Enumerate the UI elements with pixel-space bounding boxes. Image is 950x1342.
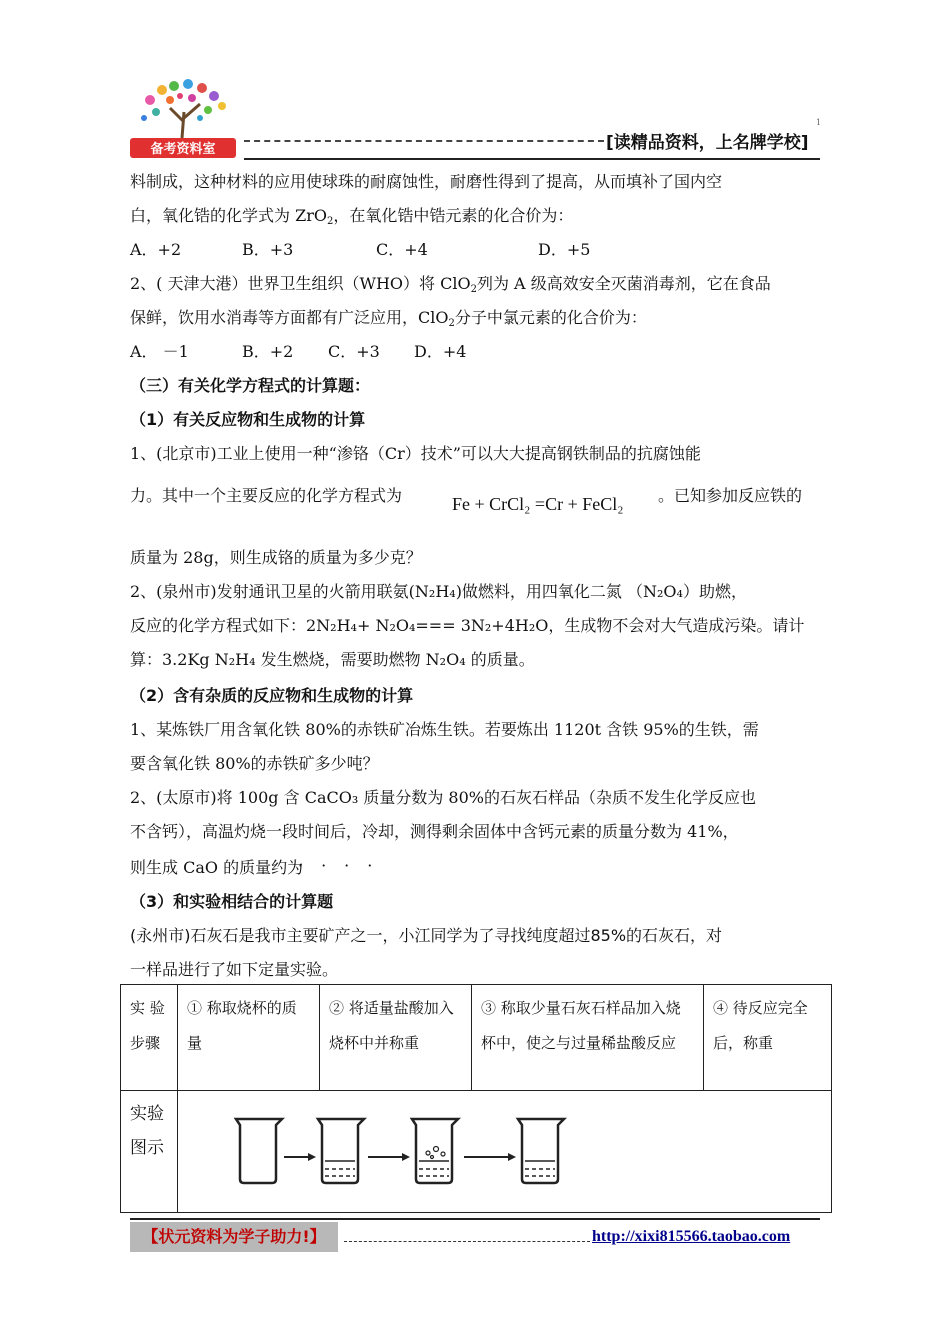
paragraph-line: 白，氧化锆的化学式为 ZrO$_2$，在氧化锆中锆元素的化合价为： bbox=[130, 206, 574, 227]
paragraph-line: 质量为 28g，则生成铬的质量为多少克？ bbox=[130, 548, 422, 567]
beaker-acid-icon bbox=[318, 1119, 364, 1183]
option-a: A．+2 bbox=[130, 240, 182, 259]
paragraph-line: 不含钙），高温灼烧一段时间后，冷却，测得剩余固体中含钙元素的质量分数为 41%， bbox=[130, 822, 739, 841]
table-cell: 实验图示 bbox=[121, 1091, 178, 1213]
beaker-final-icon bbox=[518, 1119, 564, 1183]
option-a: A． －1 bbox=[130, 342, 189, 361]
table-cell: ② 将适量盐酸加入烧杯中并称重 bbox=[320, 985, 472, 1091]
footer-badge: 【状元资料为学子助力!】 bbox=[130, 1222, 338, 1252]
paragraph-line: 算：3.2Kg N₂H₄ 发生燃烧，需要助燃物 N₂O₄ 的质量。 bbox=[130, 650, 535, 669]
option-d: D．+4 bbox=[414, 342, 467, 361]
option-c: C．+4 bbox=[376, 240, 428, 259]
beaker-empty-icon bbox=[236, 1119, 282, 1183]
paragraph-line: 1、某炼铁厂用含氧化铁 80%的赤铁矿冶炼生铁。若要炼出 1120t 含铁 95%的生铁，需 bbox=[130, 720, 759, 739]
arrow-icon bbox=[368, 1153, 410, 1161]
paragraph-line: 反应的化学方程式如下：2N₂H₄+ N₂O₄=== 3N₂+4H₂O，生成物不会对大气造成污染。请计 bbox=[130, 616, 805, 635]
subsection-title: （2）含有杂质的反应物和生成物的计算 bbox=[130, 686, 414, 705]
header-logo bbox=[130, 78, 238, 160]
paragraph-line: 保鲜，饮用水消毒等方面都有广泛应用，ClO$_2$分子中氯元素的化合价为： bbox=[130, 308, 647, 329]
option-c: C．+3 bbox=[328, 342, 380, 361]
paragraph-line: 2、(泉州市)发射通讯卫星的火箭用联氨(N₂H₄)做燃料，用四氧化二氮 （N₂O₄）助燃， bbox=[130, 582, 747, 601]
paragraph-line: 一样品进行了如下定量实验。 bbox=[130, 960, 339, 979]
paragraph-line: 则生成 CaO 的质量约为 bbox=[130, 858, 304, 877]
table-row bbox=[121, 1091, 832, 1213]
paragraph-line: 要含氧化铁 80%的赤铁矿多少吨？ bbox=[130, 754, 379, 773]
header-rule bbox=[244, 158, 820, 160]
section-title: （三）有关化学方程式的计算题： bbox=[130, 376, 371, 395]
paragraph-line: 力。其中一个主要反应的化学方程式为 bbox=[130, 486, 403, 505]
arrow-icon bbox=[284, 1153, 316, 1161]
paragraph-line: 2、(太原市)将 100g 含 CaCO₃ 质量分数为 80%的石灰石样品（杂质不发生化学反应也 bbox=[130, 788, 756, 807]
table-cell: ④ 待反应完全后，称重 bbox=[703, 985, 831, 1091]
paragraph-line: 。已知参加反应铁的 bbox=[658, 486, 803, 505]
footer-dashed-line bbox=[344, 1241, 590, 1242]
table-row bbox=[121, 985, 832, 1091]
svg-text:备考资料室: 备考资料室 bbox=[150, 142, 216, 157]
table-cell: ① 称取烧杯的质量 bbox=[178, 985, 320, 1091]
footer-link[interactable]: http://xixi815566.taobao.com bbox=[592, 1228, 791, 1245]
experiment-table bbox=[120, 984, 832, 1213]
subsection-title: （1）有关反应物和生成物的计算 bbox=[130, 410, 366, 429]
paragraph-line: 料制成，这种材料的应用使球珠的耐腐蚀性，耐磨性得到了提高，从而填补了国内空 bbox=[130, 172, 723, 191]
paragraph-line: 1、(北京市)工业上使用一种“渗铬（Cr）技术”可以大大提高钢铁制品的抗腐蚀能 bbox=[130, 444, 701, 463]
tree-logo-icon bbox=[130, 78, 238, 160]
paragraph-line: (永州市)石灰石是我市主要矿产之一，小江同学为了寻找纯度超过85%的石灰石，对 bbox=[130, 926, 723, 945]
option-b: B．+3 bbox=[242, 240, 294, 259]
footer-rule bbox=[130, 1218, 820, 1220]
header-dashed-line bbox=[244, 140, 604, 142]
table-cell: 实 验 步骤 bbox=[121, 985, 178, 1091]
subsection-title: （3）和实验相结合的计算题 bbox=[130, 892, 334, 911]
header-slogan: [读精品资料，上名牌学校] bbox=[606, 133, 809, 153]
paragraph-line: 2、( 天津大港）世界卫生组织（WHO）将 ClO$_2$列为 A 级高效安全灭菌消毒剂，它在食品 bbox=[130, 274, 771, 295]
option-b: B．+2 bbox=[242, 342, 294, 361]
page-marker: 1 bbox=[816, 118, 822, 127]
beaker-diagram bbox=[178, 1091, 830, 1199]
table-cell: ③ 称取少量石灰石样品加入烧杯中，使之与过量稀盐酸反应 bbox=[472, 985, 704, 1091]
option-d: D．+5 bbox=[538, 240, 591, 259]
arrow-icon bbox=[464, 1153, 516, 1161]
emphasis-dots: ···· bbox=[298, 856, 391, 875]
chemical-equation: Fe + CrCl₂ =Cr + FeCl₂ bbox=[452, 494, 624, 514]
diagram-cell bbox=[178, 1091, 832, 1213]
